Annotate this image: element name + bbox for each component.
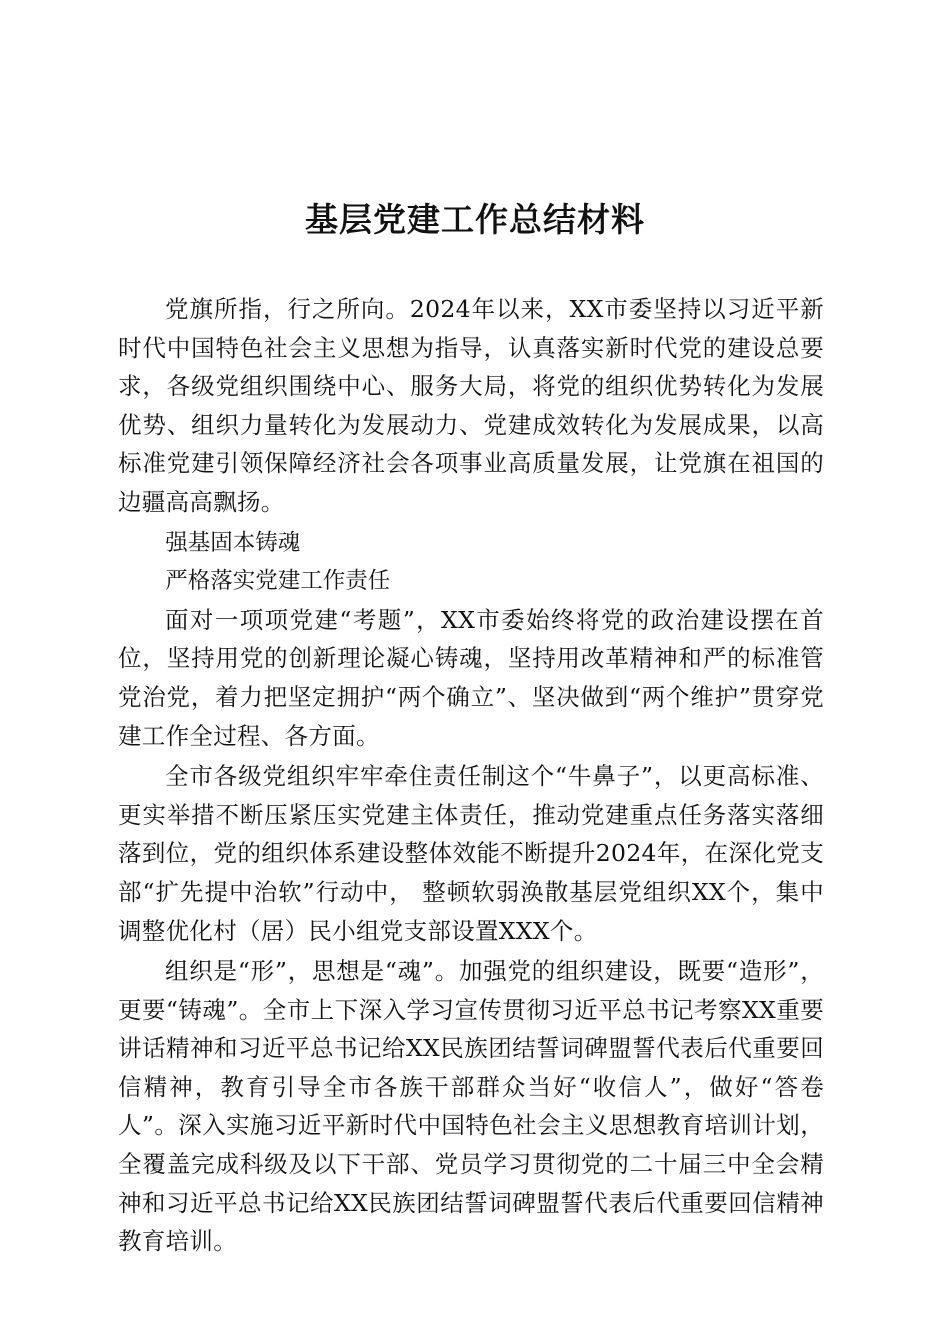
subsection-heading: 严格落实党建工作责任 [165, 568, 391, 595]
body-paragraph-1: 面对一项项党建“考题”，XX市委始终将党的政治建设摆在首位，坚持用党的创新理论凝心铸魂，坚持用改革精神和严的标准管党治党，着力把坚定拥护“两个确立”、坚决做到“两个维护”贯穿党建工作全过程、各方面。 [118, 605, 824, 750]
section-heading: 强基固本铸魂 [165, 529, 301, 556]
document-title: 基层党建工作总结材料 [305, 200, 645, 239]
intro-paragraph: 党旗所指，行之所向。2024年以来，XX市委坚持以习近平新时代中国特色社会主义思想为指导，认真落实新时代党的建设总要求，各级党组织围绕中心、服务大局，将党的组织优势转化为发展优势、组织力量转化为发展动力、党建成效转化为发展成果，以高标准党建引领保障经济社会各项事业高质量发展，让党旗在祖国的边疆高高飘扬。 [118, 295, 824, 516]
body-paragraph-3: 组织是“形”，思想是“魂”。加强党的组织建设，既要“造形”，更要“铸魂”。全市上下深入学习宣传贯彻习近平总书记考察XX重要讲话精神和习近平总书记给XX民族团结誓词碑盟誓代表后代重要回信精神，教育引导全市各族干部群众当好“收信人”，做好“答卷人”。深入实施习近平新时代中国特色社会主义思想教育培训计划，全覆盖完成科级及以下干部、党员学习贯彻党的二十届三中全会精神和习近平总书记给XX民族团结誓词碑盟誓代表后代重要回信精神教育培训。 [118, 957, 824, 1256]
body-paragraph-2: 全市各级党组织牢牢牵住责任制这个“牛鼻子”，以更高标准、更实举措不断压紧压实党建主体责任，推动党建重点任务落实落细落到位，党的组织体系建设整体效能不断提升2024年，在深化党支部“扩先提中治软”行动中， 整顿软弱涣散基层党组织XX个，集中调整优化村（居）民小组党支部设置XXX个。 [118, 762, 824, 945]
document-body [118, 290, 824, 1261]
